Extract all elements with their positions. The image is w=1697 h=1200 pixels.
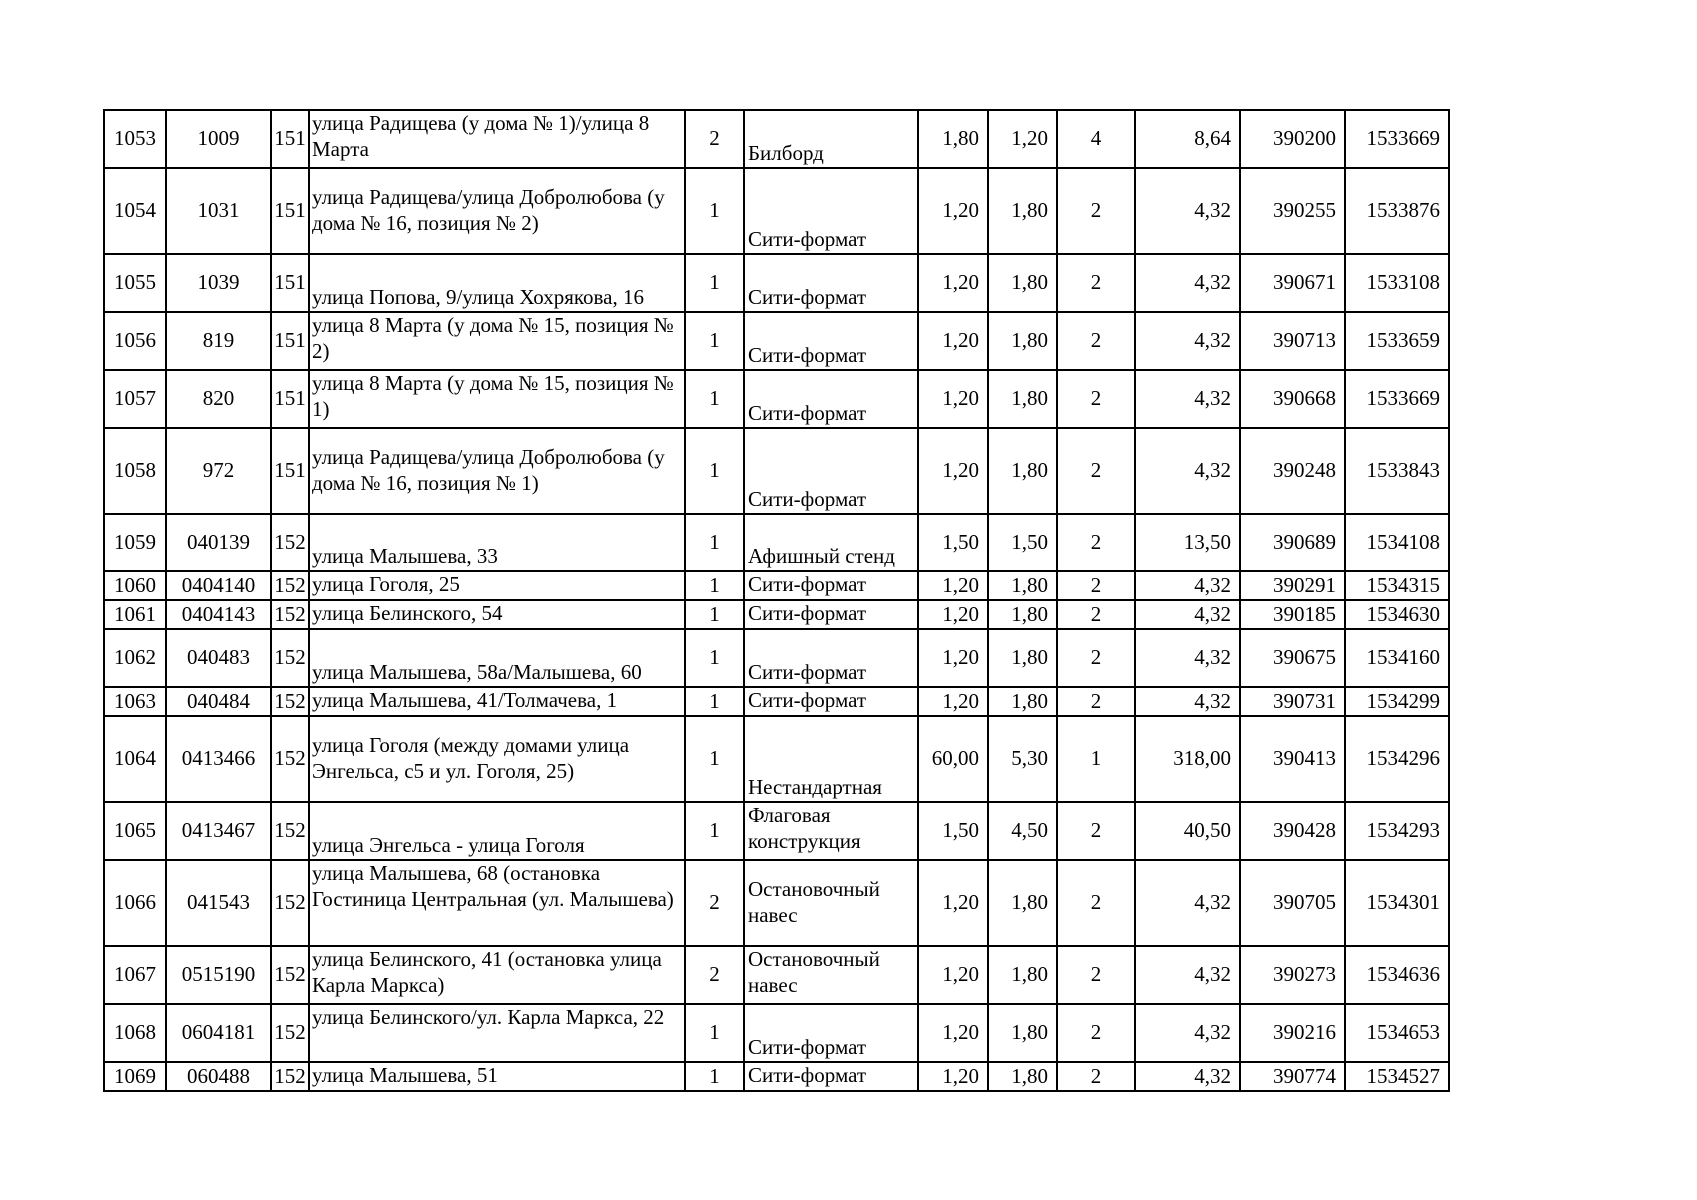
structure-type: Остановочный навес <box>744 946 918 1004</box>
x-coordinate: 390668 <box>1240 370 1345 428</box>
structure-code: 972 <box>166 428 271 514</box>
x-coordinate: 390713 <box>1240 312 1345 370</box>
address-cell: улица Малышева, 58а/Малышева, 60 <box>309 629 685 687</box>
zone-code: 152 <box>271 687 309 716</box>
table-row <box>104 687 1449 716</box>
x-coordinate: 390774 <box>1240 1062 1345 1091</box>
x-coordinate: 390216 <box>1240 1004 1345 1062</box>
height-value: 1,80 <box>988 254 1057 312</box>
sides-count: 1 <box>685 254 744 312</box>
address-cell: улица Радищева (у дома № 1)/улица 8 Марта <box>309 110 685 168</box>
height-value: 1,50 <box>988 514 1057 571</box>
height-value: 1,80 <box>988 1004 1057 1062</box>
x-coordinate: 390689 <box>1240 514 1345 571</box>
sides-count: 1 <box>685 600 744 629</box>
area-value: 4,32 <box>1135 687 1240 716</box>
structure-type: Флаговая конструкция <box>744 802 918 860</box>
structure-type: Сити-формат <box>744 168 918 254</box>
height-value: 1,80 <box>988 687 1057 716</box>
face-count: 2 <box>1057 946 1135 1004</box>
structure-code: 040483 <box>166 629 271 687</box>
y-coordinate: 1533843 <box>1345 428 1449 514</box>
y-coordinate: 1534636 <box>1345 946 1449 1004</box>
width-value: 1,20 <box>918 687 988 716</box>
y-coordinate: 1533876 <box>1345 168 1449 254</box>
row-number: 1062 <box>104 629 166 687</box>
y-coordinate: 1533108 <box>1345 254 1449 312</box>
row-number: 1064 <box>104 716 166 802</box>
structure-type: Сити-формат <box>744 254 918 312</box>
area-value: 4,32 <box>1135 629 1240 687</box>
x-coordinate: 390273 <box>1240 946 1345 1004</box>
address-cell: улица Малышева, 51 <box>309 1062 685 1091</box>
width-value: 1,20 <box>918 168 988 254</box>
x-coordinate: 390255 <box>1240 168 1345 254</box>
face-count: 4 <box>1057 110 1135 168</box>
table-row <box>104 428 1449 514</box>
structure-code: 1009 <box>166 110 271 168</box>
face-count: 2 <box>1057 168 1135 254</box>
area-value: 4,32 <box>1135 1062 1240 1091</box>
row-number: 1054 <box>104 168 166 254</box>
sides-count: 2 <box>685 110 744 168</box>
structure-code: 040139 <box>166 514 271 571</box>
y-coordinate: 1533659 <box>1345 312 1449 370</box>
width-value: 1,50 <box>918 802 988 860</box>
sides-count: 1 <box>685 629 744 687</box>
row-number: 1065 <box>104 802 166 860</box>
sides-count: 1 <box>685 428 744 514</box>
sides-count: 1 <box>685 370 744 428</box>
address-cell: улица Белинского/ул. Карла Маркса, 22 <box>309 1004 685 1062</box>
y-coordinate: 1534299 <box>1345 687 1449 716</box>
face-count: 2 <box>1057 860 1135 946</box>
sides-count: 1 <box>685 802 744 860</box>
height-value: 1,80 <box>988 428 1057 514</box>
area-value: 4,32 <box>1135 571 1240 600</box>
structure-type: Сити-формат <box>744 600 918 629</box>
x-coordinate: 390185 <box>1240 600 1345 629</box>
width-value: 1,20 <box>918 600 988 629</box>
row-number: 1055 <box>104 254 166 312</box>
width-value: 1,50 <box>918 514 988 571</box>
sides-count: 1 <box>685 571 744 600</box>
zone-code: 152 <box>271 514 309 571</box>
area-value: 4,32 <box>1135 370 1240 428</box>
x-coordinate: 390200 <box>1240 110 1345 168</box>
sides-count: 2 <box>685 946 744 1004</box>
table-row <box>104 802 1449 860</box>
structure-type: Сити-формат <box>744 1004 918 1062</box>
structure-type: Сити-формат <box>744 428 918 514</box>
height-value: 1,80 <box>988 860 1057 946</box>
address-cell: улица Радищева/улица Добролюбова (у дома № 16, позиция № 2) <box>309 168 685 254</box>
y-coordinate: 1534301 <box>1345 860 1449 946</box>
height-value: 1,80 <box>988 168 1057 254</box>
area-value: 8,64 <box>1135 110 1240 168</box>
table-row <box>104 716 1449 802</box>
table-row <box>104 860 1449 946</box>
height-value: 1,80 <box>988 312 1057 370</box>
sides-count: 1 <box>685 168 744 254</box>
height-value: 5,30 <box>988 716 1057 802</box>
width-value: 1,20 <box>918 946 988 1004</box>
y-coordinate: 1534653 <box>1345 1004 1449 1062</box>
table-row <box>104 254 1449 312</box>
face-count: 2 <box>1057 687 1135 716</box>
address-cell: улица 8 Марта (у дома № 15, позиция № 2) <box>309 312 685 370</box>
area-value: 4,32 <box>1135 428 1240 514</box>
table-row <box>104 1004 1449 1062</box>
row-number: 1056 <box>104 312 166 370</box>
face-count: 2 <box>1057 600 1135 629</box>
x-coordinate: 390731 <box>1240 687 1345 716</box>
width-value: 1,20 <box>918 254 988 312</box>
width-value: 1,20 <box>918 370 988 428</box>
row-number: 1060 <box>104 571 166 600</box>
table-row <box>104 600 1449 629</box>
face-count: 2 <box>1057 802 1135 860</box>
structure-type: Сити-формат <box>744 629 918 687</box>
advertising-structures-table <box>103 109 1450 1092</box>
table-row <box>104 1062 1449 1091</box>
structure-type: Нестандартная <box>744 716 918 802</box>
zone-code: 152 <box>271 802 309 860</box>
structure-code: 0404143 <box>166 600 271 629</box>
height-value: 1,80 <box>988 571 1057 600</box>
row-number: 1063 <box>104 687 166 716</box>
face-count: 2 <box>1057 571 1135 600</box>
width-value: 1,20 <box>918 428 988 514</box>
sides-count: 2 <box>685 860 744 946</box>
structure-type: Билборд <box>744 110 918 168</box>
y-coordinate: 1534315 <box>1345 571 1449 600</box>
y-coordinate: 1534630 <box>1345 600 1449 629</box>
structure-type: Сити-формат <box>744 312 918 370</box>
face-count: 1 <box>1057 716 1135 802</box>
row-number: 1061 <box>104 600 166 629</box>
structure-code: 0604181 <box>166 1004 271 1062</box>
structure-code: 041543 <box>166 860 271 946</box>
area-value: 4,32 <box>1135 946 1240 1004</box>
address-cell: улица Белинского, 41 (остановка улица Карла Маркса) <box>309 946 685 1004</box>
height-value: 1,80 <box>988 370 1057 428</box>
address-cell: улица Малышева, 41/Толмачева, 1 <box>309 687 685 716</box>
address-cell: улица Радищева/улица Добролюбова (у дома № 16, позиция № 1) <box>309 428 685 514</box>
width-value: 1,20 <box>918 312 988 370</box>
area-value: 4,32 <box>1135 254 1240 312</box>
structure-code: 0515190 <box>166 946 271 1004</box>
width-value: 1,20 <box>918 1004 988 1062</box>
zone-code: 151 <box>271 110 309 168</box>
sides-count: 1 <box>685 514 744 571</box>
x-coordinate: 390705 <box>1240 860 1345 946</box>
zone-code: 152 <box>271 860 309 946</box>
address-cell: улица Гоголя, 25 <box>309 571 685 600</box>
area-value: 40,50 <box>1135 802 1240 860</box>
x-coordinate: 390671 <box>1240 254 1345 312</box>
structure-code: 0413467 <box>166 802 271 860</box>
zone-code: 152 <box>271 946 309 1004</box>
y-coordinate: 1533669 <box>1345 110 1449 168</box>
table-row <box>104 514 1449 571</box>
table-row <box>104 168 1449 254</box>
face-count: 2 <box>1057 1004 1135 1062</box>
y-coordinate: 1533669 <box>1345 370 1449 428</box>
table-row <box>104 946 1449 1004</box>
face-count: 2 <box>1057 370 1135 428</box>
x-coordinate: 390413 <box>1240 716 1345 802</box>
face-count: 2 <box>1057 254 1135 312</box>
face-count: 2 <box>1057 629 1135 687</box>
height-value: 1,20 <box>988 110 1057 168</box>
zone-code: 151 <box>271 254 309 312</box>
x-coordinate: 390675 <box>1240 629 1345 687</box>
area-value: 4,32 <box>1135 600 1240 629</box>
row-number: 1059 <box>104 514 166 571</box>
structure-code: 040484 <box>166 687 271 716</box>
width-value: 60,00 <box>918 716 988 802</box>
y-coordinate: 1534160 <box>1345 629 1449 687</box>
area-value: 4,32 <box>1135 312 1240 370</box>
address-cell: улица Малышева, 68 (остановка Гостиница Центральная (ул. Малышева) <box>309 860 685 946</box>
x-coordinate: 390291 <box>1240 571 1345 600</box>
address-cell: улица Гоголя (между домами улица Энгельса, с5 и ул. Гоголя, 25) <box>309 716 685 802</box>
zone-code: 151 <box>271 370 309 428</box>
structure-type: Сити-формат <box>744 687 918 716</box>
zone-code: 152 <box>271 600 309 629</box>
sides-count: 1 <box>685 312 744 370</box>
area-value: 318,00 <box>1135 716 1240 802</box>
zone-code: 152 <box>271 629 309 687</box>
structure-code: 1039 <box>166 254 271 312</box>
width-value: 1,20 <box>918 571 988 600</box>
row-number: 1067 <box>104 946 166 1004</box>
structure-code: 820 <box>166 370 271 428</box>
structure-code: 060488 <box>166 1062 271 1091</box>
zone-code: 152 <box>271 571 309 600</box>
y-coordinate: 1534108 <box>1345 514 1449 571</box>
row-number: 1058 <box>104 428 166 514</box>
structure-type: Сити-формат <box>744 571 918 600</box>
sides-count: 1 <box>685 687 744 716</box>
table-row <box>104 571 1449 600</box>
row-number: 1068 <box>104 1004 166 1062</box>
structure-type: Остановочный навес <box>744 860 918 946</box>
y-coordinate: 1534296 <box>1345 716 1449 802</box>
height-value: 1,80 <box>988 946 1057 1004</box>
structure-type: Сити-формат <box>744 370 918 428</box>
zone-code: 152 <box>271 1004 309 1062</box>
table-row <box>104 370 1449 428</box>
row-number: 1057 <box>104 370 166 428</box>
height-value: 4,50 <box>988 802 1057 860</box>
address-cell: улица Попова, 9/улица Хохрякова, 16 <box>309 254 685 312</box>
face-count: 2 <box>1057 514 1135 571</box>
y-coordinate: 1534527 <box>1345 1062 1449 1091</box>
zone-code: 152 <box>271 1062 309 1091</box>
sides-count: 1 <box>685 1062 744 1091</box>
structure-code: 819 <box>166 312 271 370</box>
zone-code: 152 <box>271 716 309 802</box>
width-value: 1,20 <box>918 860 988 946</box>
area-value: 13,50 <box>1135 514 1240 571</box>
zone-code: 151 <box>271 168 309 254</box>
address-cell: улица Малышева, 33 <box>309 514 685 571</box>
x-coordinate: 390248 <box>1240 428 1345 514</box>
structure-code: 0413466 <box>166 716 271 802</box>
address-cell: улица Энгельса - улица Гоголя <box>309 802 685 860</box>
y-coordinate: 1534293 <box>1345 802 1449 860</box>
area-value: 4,32 <box>1135 860 1240 946</box>
face-count: 2 <box>1057 428 1135 514</box>
face-count: 2 <box>1057 312 1135 370</box>
x-coordinate: 390428 <box>1240 802 1345 860</box>
face-count: 2 <box>1057 1062 1135 1091</box>
structure-code: 1031 <box>166 168 271 254</box>
row-number: 1053 <box>104 110 166 168</box>
area-value: 4,32 <box>1135 168 1240 254</box>
height-value: 1,80 <box>988 1062 1057 1091</box>
width-value: 1,20 <box>918 629 988 687</box>
address-cell: улица Белинского, 54 <box>309 600 685 629</box>
structure-type: Афишный стенд <box>744 514 918 571</box>
width-value: 1,20 <box>918 1062 988 1091</box>
row-number: 1069 <box>104 1062 166 1091</box>
table-row <box>104 629 1449 687</box>
table-row <box>104 312 1449 370</box>
sides-count: 1 <box>685 1004 744 1062</box>
height-value: 1,80 <box>988 600 1057 629</box>
zone-code: 151 <box>271 312 309 370</box>
sides-count: 1 <box>685 716 744 802</box>
address-cell: улица 8 Марта (у дома № 15, позиция № 1) <box>309 370 685 428</box>
zone-code: 151 <box>271 428 309 514</box>
height-value: 1,80 <box>988 629 1057 687</box>
table-row <box>104 110 1449 168</box>
structure-type: Сити-формат <box>744 1062 918 1091</box>
row-number: 1066 <box>104 860 166 946</box>
structure-code: 0404140 <box>166 571 271 600</box>
area-value: 4,32 <box>1135 1004 1240 1062</box>
width-value: 1,80 <box>918 110 988 168</box>
